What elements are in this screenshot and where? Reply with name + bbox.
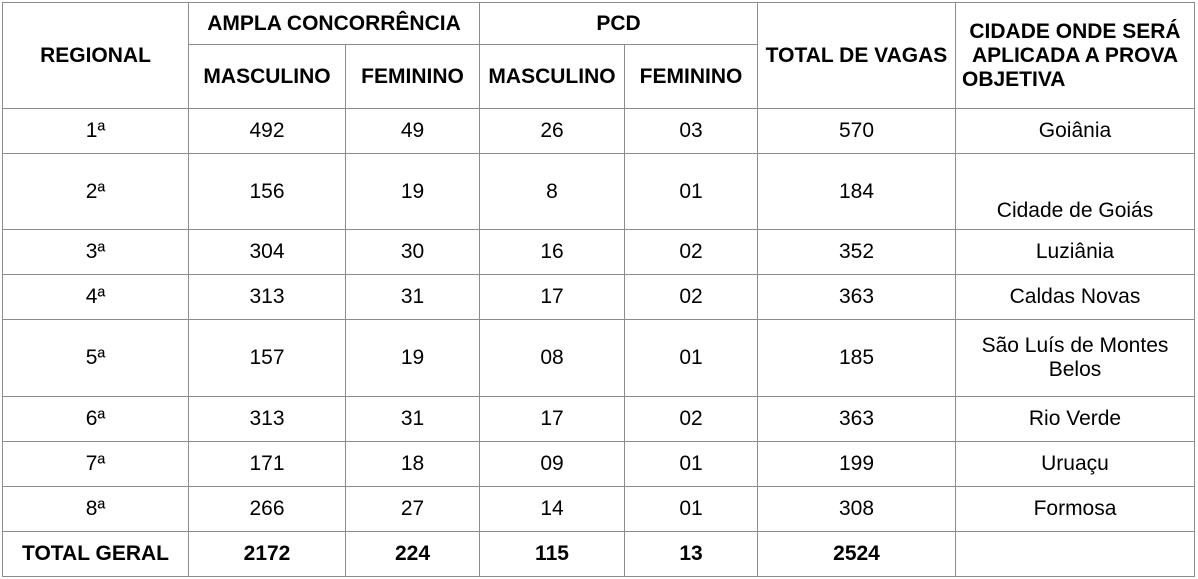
cell-pcd-feminino: 01: [625, 320, 758, 396]
cell-regional: 5ª: [3, 320, 189, 396]
cell-ampla-masculino: 266: [189, 486, 346, 531]
cell-ampla-feminino: 18: [346, 441, 480, 486]
cell-ampla-feminino: 31: [346, 396, 480, 441]
cell-total: 352: [758, 230, 956, 275]
cell-regional: 6ª: [3, 396, 189, 441]
cell-total: 363: [758, 275, 956, 320]
total-pcd-masculino: 115: [480, 531, 625, 576]
cell-ampla-masculino: 313: [189, 396, 346, 441]
header-row-1: [3, 3, 1195, 45]
header-cidade: CIDADE ONDE SERÁ APLICADA A PROVA OBJETIVA: [956, 3, 1195, 109]
cell-cidade: São Luís de Montes Belos: [956, 320, 1195, 396]
cell-pcd-feminino: 01: [625, 154, 758, 230]
cell-total: 199: [758, 441, 956, 486]
cell-total: 363: [758, 396, 956, 441]
cell-ampla-masculino: 171: [189, 441, 346, 486]
header-ampla-concorrencia: AMPLA CONCORRÊNCIA: [189, 3, 480, 45]
cell-total: 184: [758, 154, 956, 230]
cell-regional: 7ª: [3, 441, 189, 486]
total-vagas: 2524: [758, 531, 956, 576]
cell-regional: 4ª: [3, 275, 189, 320]
cell-pcd-masculino: 16: [480, 230, 625, 275]
table-row: [3, 441, 1195, 486]
cell-pcd-masculino: 14: [480, 486, 625, 531]
cell-cidade: Cidade de Goiás: [956, 154, 1195, 230]
cell-ampla-feminino: 27: [346, 486, 480, 531]
cell-total: 185: [758, 320, 956, 396]
table-row: [3, 486, 1195, 531]
cell-ampla-feminino: 19: [346, 154, 480, 230]
cell-pcd-feminino: 01: [625, 441, 758, 486]
table-row: [3, 320, 1195, 396]
total-cidade: [956, 531, 1195, 576]
cell-regional: 1ª: [3, 109, 189, 154]
cell-ampla-feminino: 49: [346, 109, 480, 154]
cell-regional: 3ª: [3, 230, 189, 275]
cell-regional: 2ª: [3, 154, 189, 230]
cell-total: 570: [758, 109, 956, 154]
cell-pcd-feminino: 03: [625, 109, 758, 154]
header-regional: REGIONAL: [3, 3, 189, 109]
cell-total: 308: [758, 486, 956, 531]
header-ampla-feminino: FEMININO: [346, 45, 480, 109]
table-row: [3, 109, 1195, 154]
header-pcd: PCD: [480, 3, 758, 45]
cell-ampla-feminino: 19: [346, 320, 480, 396]
cell-cidade: Goiânia: [956, 109, 1195, 154]
cell-ampla-masculino: 156: [189, 154, 346, 230]
cell-pcd-masculino: 17: [480, 396, 625, 441]
total-pcd-feminino: 13: [625, 531, 758, 576]
table-row: [3, 230, 1195, 275]
cell-cidade: Uruaçu: [956, 441, 1195, 486]
cell-regional: 8ª: [3, 486, 189, 531]
header-ampla-masculino: MASCULINO: [189, 45, 346, 109]
cell-ampla-masculino: 492: [189, 109, 346, 154]
vagas-table: [2, 2, 1195, 577]
cell-ampla-feminino: 30: [346, 230, 480, 275]
cell-cidade: Caldas Novas: [956, 275, 1195, 320]
cell-ampla-feminino: 31: [346, 275, 480, 320]
cell-pcd-masculino: 26: [480, 109, 625, 154]
cell-ampla-masculino: 313: [189, 275, 346, 320]
cell-pcd-masculino: 08: [480, 320, 625, 396]
cell-ampla-masculino: 304: [189, 230, 346, 275]
total-ampla-masculino: 2172: [189, 531, 346, 576]
cell-pcd-feminino: 02: [625, 275, 758, 320]
cell-pcd-feminino: 02: [625, 230, 758, 275]
cell-cidade: Formosa: [956, 486, 1195, 531]
total-ampla-feminino: 224: [346, 531, 480, 576]
cell-cidade: Rio Verde: [956, 396, 1195, 441]
table-row: [3, 275, 1195, 320]
cell-pcd-masculino: 09: [480, 441, 625, 486]
cell-pcd-feminino: 02: [625, 396, 758, 441]
cell-ampla-masculino: 157: [189, 320, 346, 396]
total-geral-row: [3, 531, 1195, 576]
cell-pcd-feminino: 01: [625, 486, 758, 531]
header-pcd-masculino: MASCULINO: [480, 45, 625, 109]
cell-cidade: Luziânia: [956, 230, 1195, 275]
header-pcd-feminino: FEMININO: [625, 45, 758, 109]
table-row: [3, 396, 1195, 441]
cell-pcd-masculino: 8: [480, 154, 625, 230]
total-geral-label: TOTAL GERAL: [3, 531, 189, 576]
table-row: [3, 154, 1195, 230]
cell-pcd-masculino: 17: [480, 275, 625, 320]
header-total-de-vagas: TOTAL DE VAGAS: [758, 3, 956, 109]
